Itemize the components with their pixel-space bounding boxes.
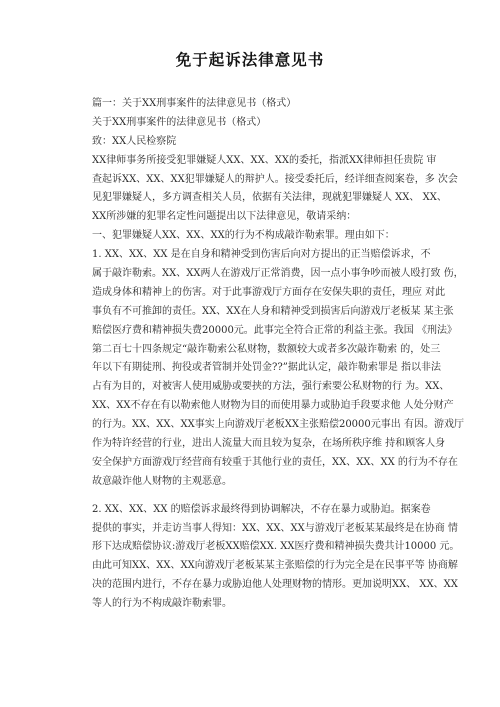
text-line: 致：XX人民检察院 [92, 135, 177, 147]
text-line: 属于敲诈勒索。XX、XX两人在游戏厅正常消费，因一点小事争吵而被人殴打致 伤， [92, 268, 464, 280]
text-line: 由此可知XX、XX、XX向游戏厅老板某某主张赔偿的行为完全是在民事平等 协商解 [92, 560, 458, 572]
text-line: 年以下有期徒刑、拘役或者管制并处罚金??”据此认定，敲诈勒索罪是 指以非法 [92, 362, 442, 374]
text-line: 1. XX、XX、XX 是在自身和精神受到伤害后向对方提出的正当赔偿诉求，不 [92, 249, 431, 261]
text-line: 见犯罪嫌疑人，多方调查相关人员，依据有关法律，现就犯罪嫌疑人 XX、 XX、 [92, 192, 447, 204]
text-line: 占有为目的，对被害人使用威胁或要挟的方法，强行索要公私财物的行 为。XX、 [92, 381, 450, 393]
text-line: 2. XX、XX、XX 的赔偿诉求最终得到协调解决，不存在暴力或胁迫。据案卷 [92, 503, 431, 515]
paragraph-spacer [92, 492, 414, 501]
text-line: XX、XX不存在有以勒索他人财物为目的而使用暴力或胁迫手段要求他 人处分财产 [92, 400, 454, 412]
text-line: 赔偿医疗费和精神损失费20000元。此事完全符合正常的利益主张。我国 《刑法》 [92, 324, 457, 336]
text-line: 的行为。XX、XX、XX事实上向游戏厅老板XX主张赔偿20000元事出 有因。游戏厅 [92, 419, 464, 431]
document-body [92, 95, 464, 614]
text-line: 一、犯罪嫌疑人XX、XX、XX的行为不构成敲诈勒索罪。理由如下： [92, 230, 395, 242]
text-line: 第二百七十四条规定“敲诈勒索公私财物，数额较大或者多次敲诈勒索 的，处三 [92, 343, 441, 355]
text-line: 作为特许经营的行业，进出人流量大而且较为复杂，在场所秩序维 持和顾客人身 [92, 438, 446, 450]
text-line: XX所涉嫌的犯罪名定性问题提出以下法律意见，敬请采纳： [92, 211, 357, 223]
text-line: 篇一：关于XX刑事案件的法律意见书（格式） [92, 98, 297, 109]
text-line: 提供的事实，并走访当事人得知：XX、XX、XX与游戏厅老板某某最终是在协商 情 [92, 522, 458, 534]
text-line: 等人的行为不构成敲诈勒索罪。 [92, 598, 232, 610]
text-line: 查起诉XX、XX、XX犯罪嫌疑人的辩护人。接受委托后，经详细查阅案卷，多 次会 [92, 173, 458, 185]
paragraph-block-2 [92, 501, 460, 614]
text-line: XX律师事务所接受犯罪嫌疑人XX、XX、XX的委托，指派XX律师担任贵院 审 [92, 154, 437, 166]
text-line: 形下达成赔偿协议:游戏厅老板XX赔偿XX. XX医疗费和精神损失费共计10000 元。 [92, 541, 460, 553]
document-title: 免于起诉法律意见书 [175, 50, 325, 69]
text-line: 安全保护方面游戏厅经营商有较重于其他行业的责任，XX、XX、XX 的行为不存在 [92, 456, 458, 468]
text-line: 故意敲诈他人财物的主观恶意。 [92, 475, 232, 487]
paragraph-block-1 [92, 95, 464, 492]
text-line: 造成身体和精神上的伤害。对于此事游戏厅方面存在安保失职的责任，理应 对此 [92, 286, 446, 298]
text-line: 关于XX刑事案件的法律意见书（格式） [92, 116, 267, 128]
text-line: 决的范围内进行，不存在暴力或胁迫他人处理财物的情形。更加说明XX、 XX、XX [92, 579, 458, 591]
text-line: 事负有不可推卸的责任。XX、XX在人身和精神受到损害后向游戏厅老板某 某主张 [92, 305, 454, 317]
